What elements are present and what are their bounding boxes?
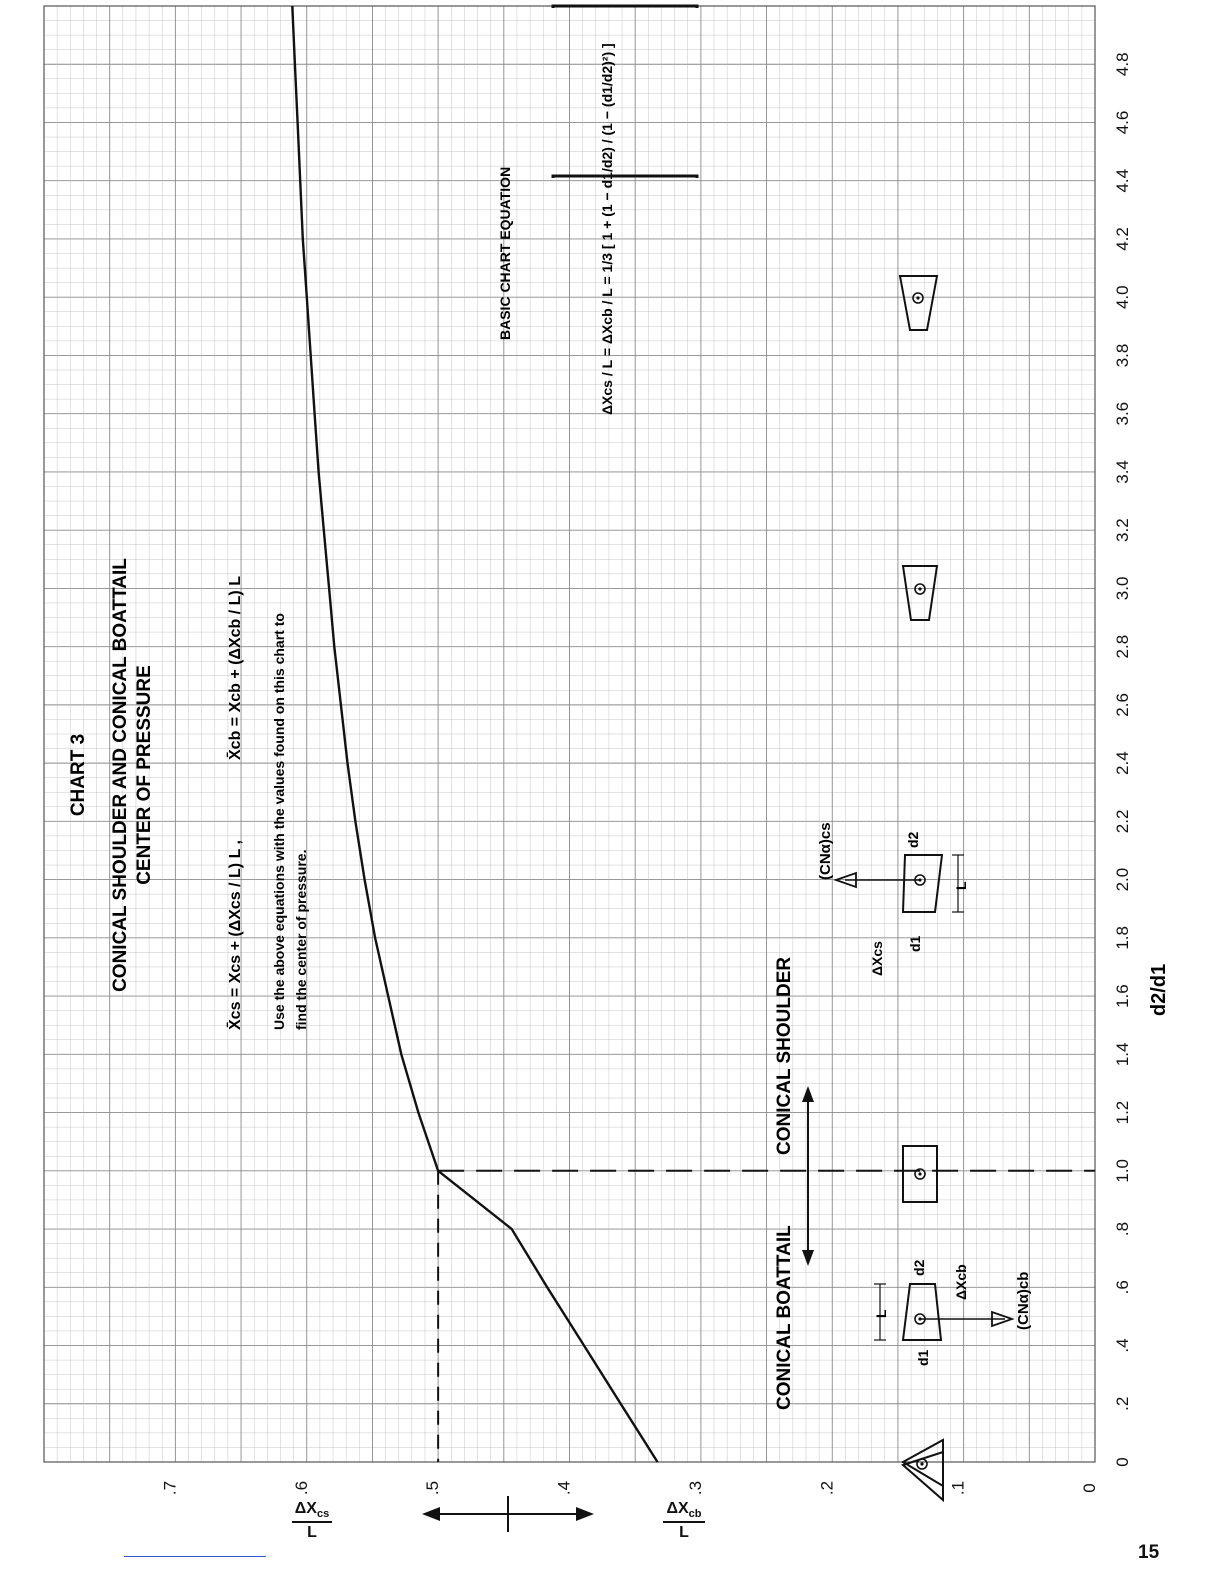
shoulder-sketch xyxy=(836,855,964,912)
shoulder-L-label: L xyxy=(953,881,969,890)
x-tick-label: 3.6 xyxy=(1113,401,1132,426)
equation-cs: X̄cs = Xcs + (ΔXcs / L) L , xyxy=(227,840,244,1030)
instruction-line-2: find the center of pressure. xyxy=(293,849,309,1030)
instruction-line-1: Use the above equations with the values found on this chart to xyxy=(271,613,287,1030)
x-tick-label: 1.4 xyxy=(1113,1042,1132,1067)
shape-cone-icon xyxy=(903,1440,943,1500)
dxcs-label: ΔXcs xyxy=(869,941,885,976)
x-tick-label: 2.0 xyxy=(1113,867,1132,892)
y-tick-label: .6 xyxy=(291,1480,311,1496)
x-tick-label: 1.2 xyxy=(1113,1100,1132,1125)
double-arrow-icon xyxy=(418,1494,598,1534)
footer-rule xyxy=(124,1556,266,1557)
equation-cb: X̄cb = Xcb + (ΔXcb / L) L xyxy=(227,576,244,760)
page-number: 15 xyxy=(1138,1542,1160,1563)
shoulder-d2-label: d2 xyxy=(905,831,921,848)
x-tick-label: 4.4 xyxy=(1113,168,1132,193)
boattail-d1-label: d1 xyxy=(915,1349,931,1366)
region-arrow-head-up xyxy=(802,1086,814,1102)
y-label-upper-num: ΔX xyxy=(294,1500,317,1517)
y-label-lower-num: ΔX xyxy=(666,1500,689,1517)
y-tick-label: .3 xyxy=(685,1480,705,1496)
x-tick-label: .6 xyxy=(1113,1280,1132,1295)
y-label-upper-sub: cs xyxy=(316,1508,330,1521)
shape-shoulder-3-icon xyxy=(903,566,937,620)
chart-title: CHART 3 xyxy=(68,733,89,817)
y-tick-label: .7 xyxy=(160,1480,180,1496)
boattail-d2-label: d2 xyxy=(911,1259,927,1276)
cna-cb-label: (CNα)cb xyxy=(1015,1271,1032,1330)
x-tick-label: 0 xyxy=(1113,1457,1132,1467)
shape-shoulder-4-icon xyxy=(900,276,937,330)
x-tick-label: 3.0 xyxy=(1113,576,1132,601)
chart-subtitle-2: CENTER OF PRESSURE xyxy=(134,665,155,885)
x-tick-label: 1.8 xyxy=(1113,926,1132,950)
x-tick-label: 1.6 xyxy=(1113,984,1132,1008)
title-block xyxy=(68,558,155,992)
boattail-label: CONICAL BOATTAIL xyxy=(774,1225,795,1410)
x-tick-label: .2 xyxy=(1113,1396,1132,1411)
shoulder-d1-label: d1 xyxy=(907,935,923,952)
y-label-lower-den: L xyxy=(679,1524,689,1542)
y-tick-label: 0 xyxy=(1080,1483,1099,1493)
x-axis-label: d2/d1 xyxy=(1148,963,1170,1017)
tick-labels xyxy=(160,52,1132,1495)
y-tick-label: .1 xyxy=(948,1480,968,1496)
x-tick-label: .4 xyxy=(1113,1338,1132,1353)
cna-cs-label: (CNα)cs xyxy=(817,822,834,880)
x-tick-label: 2.6 xyxy=(1113,693,1132,717)
y-tick-label: .4 xyxy=(554,1480,574,1496)
grid-lines xyxy=(44,6,1095,1462)
x-tick-label: .8 xyxy=(1113,1221,1132,1237)
boattail-sketch xyxy=(874,1284,1012,1340)
x-tick-label: 2.8 xyxy=(1113,634,1132,659)
y-label-lower xyxy=(654,1500,714,1542)
x-tick-label: 4.8 xyxy=(1113,52,1132,77)
y-label-lower-sub: cb xyxy=(688,1508,702,1521)
y-label-upper xyxy=(282,1500,342,1542)
x-tick-label: 4.0 xyxy=(1113,285,1132,310)
chart-subtitle-1: CONICAL SHOULDER AND CONICAL BOATTAIL xyxy=(110,558,131,992)
x-tick-label: 3.4 xyxy=(1113,460,1132,484)
x-tick-label: 2.4 xyxy=(1113,751,1132,775)
y-tick-label: .2 xyxy=(817,1480,837,1496)
x-tick-label: 4.2 xyxy=(1113,227,1132,251)
x-tick-label: 4.6 xyxy=(1113,110,1132,135)
shape-cylinder-icon xyxy=(903,1146,937,1202)
x-tick-label: 3.8 xyxy=(1113,343,1132,368)
x-tick-label: 1.0 xyxy=(1113,1158,1132,1183)
boattail-L-label: L xyxy=(873,1309,889,1318)
x-tick-label: 2.2 xyxy=(1113,809,1132,834)
equation-bracket-right xyxy=(553,6,697,8)
y-tick-label: .5 xyxy=(423,1480,443,1496)
dxcb-label: ΔXcb xyxy=(953,1264,969,1300)
basic-equation-label: BASIC CHART EQUATION xyxy=(497,166,513,340)
y-label-upper-den: L xyxy=(307,1524,317,1542)
shoulder-label: CONICAL SHOULDER xyxy=(774,956,795,1155)
x-tick-label: 3.2 xyxy=(1113,518,1132,542)
equation-bracket-left xyxy=(553,176,697,178)
basic-equation: ΔXcs / L = ΔXcb / L = 1/3 [ 1 + (1 − d1/d2) / (1 − (d1/d2)²) ] xyxy=(599,43,615,415)
